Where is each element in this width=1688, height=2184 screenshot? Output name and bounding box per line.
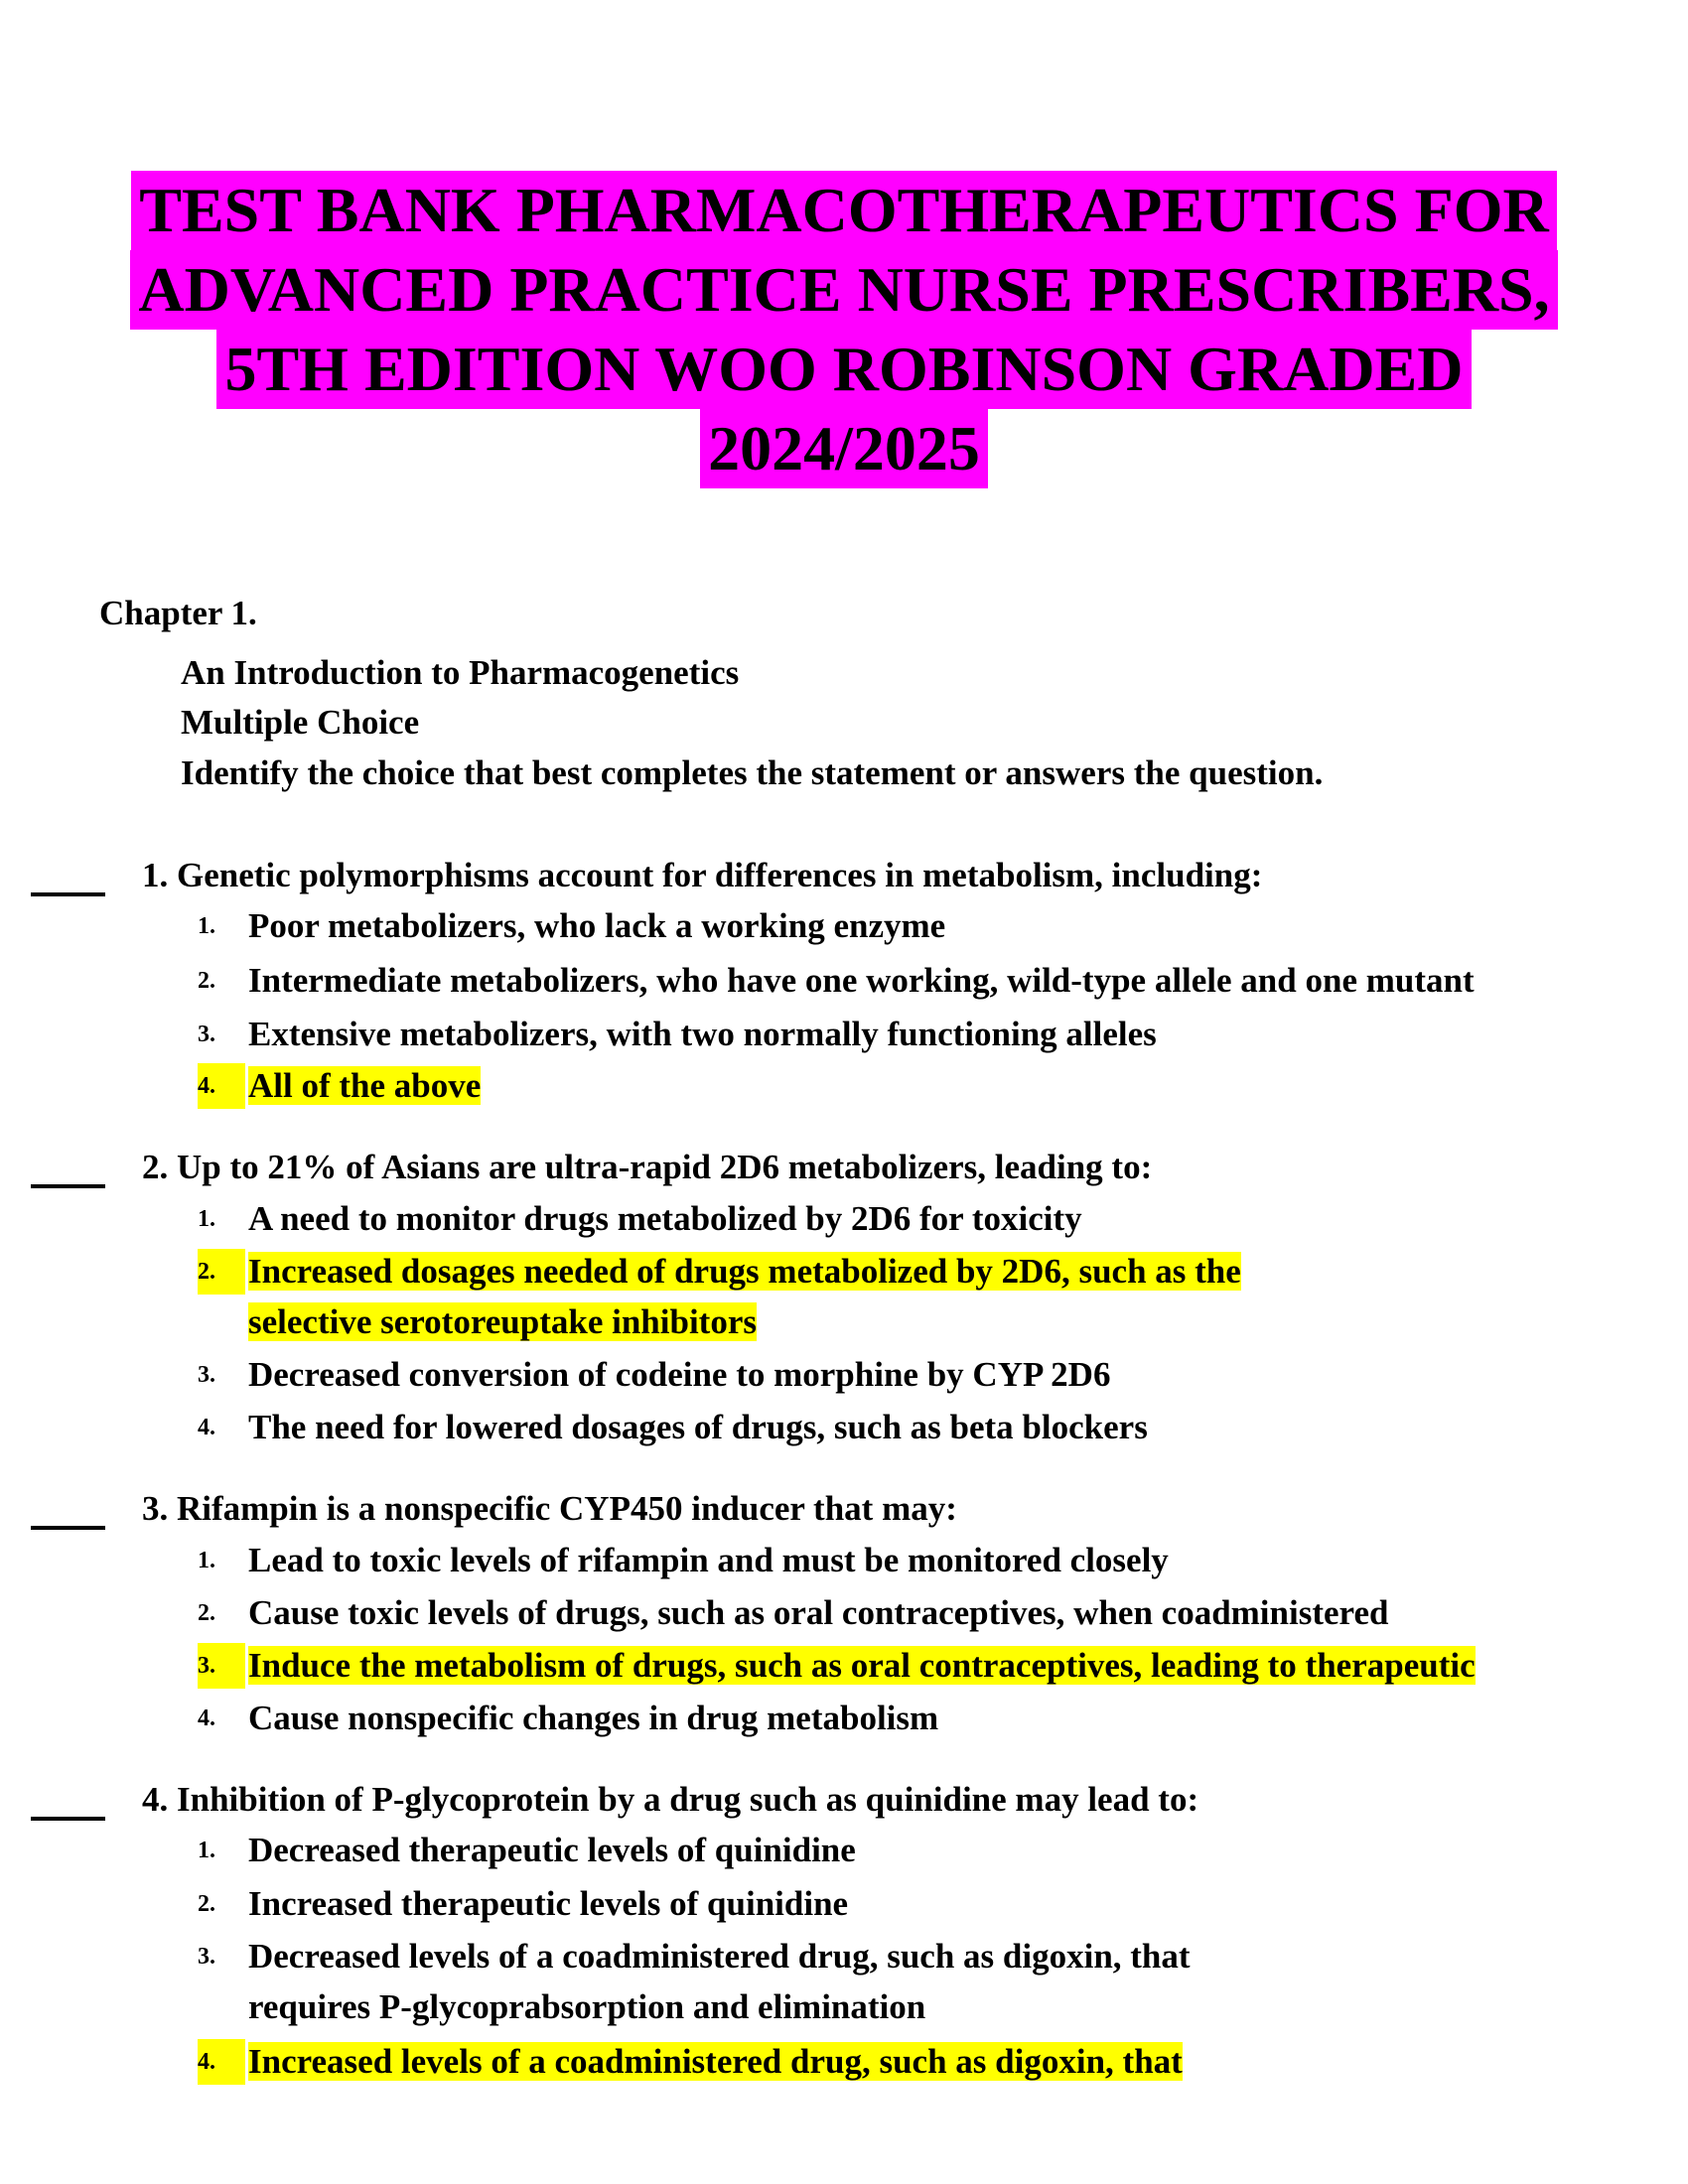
option-number: 3.: [198, 1022, 215, 1047]
option-text: Decreased levels of a coadministered drug, such as digoxin, that: [248, 1937, 1191, 1976]
answer-option: [248, 1590, 1388, 1636]
option-text: Cause toxic levels of drugs, such as oral contraceptives, when coadministered: [248, 1593, 1389, 1632]
title-line: ADVANCED PRACTICE NURSE PRESCRIBERS,: [130, 250, 1557, 330]
chapter-heading: Chapter 1.: [99, 594, 257, 632]
correct-answer-text: Increased levels of a coadministered drug, such as digoxin, that: [248, 2042, 1183, 2081]
answer-option: [248, 1643, 1476, 1689]
option-number: 4.: [198, 1706, 215, 1731]
option-text: Intermediate metabolizers, who have one working, wild-type allele and one mutant: [248, 961, 1475, 1000]
document-title: [0, 171, 1688, 488]
question-stem: 4. Inhibition of P-glycoprotein by a drug such as quinidine may lead to:: [142, 1780, 1199, 1819]
question-stem: 1. Genetic polymorphisms account for differences in metabolism, including:: [142, 856, 1263, 894]
answer-blank: [31, 1526, 105, 1530]
answer-blank: [31, 892, 105, 896]
option-number: 2.: [198, 1891, 215, 1917]
option-number: 1.: [198, 1838, 215, 1863]
question-stem: 2. Up to 21% of Asians are ultra-rapid 2D6 metabolizers, leading to:: [142, 1148, 1153, 1186]
option-number: 3.: [198, 1643, 245, 1689]
option-number: 3.: [198, 1362, 215, 1388]
answer-option: [248, 1696, 938, 1741]
option-text: Extensive metabolizers, with two normally functioning alleles: [248, 1015, 1157, 1053]
section-heading: Multiple Choice: [181, 703, 420, 742]
title-line: 2024/2025: [700, 409, 988, 488]
option-number: 2.: [198, 1600, 215, 1626]
option-text: Lead to toxic levels of rifampin and must be monitored closely: [248, 1541, 1169, 1579]
correct-answer-text: All of the above: [248, 1066, 482, 1105]
answer-option: [248, 1984, 925, 2030]
option-number: 1.: [198, 1548, 215, 1573]
option-number: 4.: [198, 2039, 245, 2085]
option-number: 2.: [198, 968, 215, 994]
option-text: Poor metabolizers, who lack a working enzyme: [248, 906, 946, 945]
option-number: 3.: [198, 1944, 215, 1970]
chapter-title: An Introduction to Pharmacogenetics: [181, 653, 740, 692]
option-text: Decreased therapeutic levels of quinidine: [248, 1831, 856, 1869]
title-line: 5TH EDITION WOO ROBINSON GRADED: [216, 330, 1471, 409]
option-text: A need to monitor drugs metabolized by 2D6 for toxicity: [248, 1199, 1082, 1238]
answer-option: [248, 958, 1475, 1004]
answer-option: [248, 1352, 1110, 1398]
answer-option: [248, 903, 945, 949]
instructions: Identify the choice that best completes the statement or answers the question.: [181, 753, 1324, 792]
answer-blank: [31, 1184, 105, 1188]
option-text: The need for lowered dosages of drugs, such as beta blockers: [248, 1408, 1148, 1446]
answer-option: [248, 1299, 757, 1345]
answer-option: [248, 1249, 1241, 1295]
answer-option: [248, 1012, 1157, 1057]
answer-option: [248, 1828, 856, 1873]
option-number: 1.: [198, 1206, 215, 1232]
correct-answer-text: Induce the metabolism of drugs, such as oral contraceptives, leading to therapeutic: [248, 1646, 1476, 1685]
answer-option: [248, 1934, 1191, 1979]
option-text: Cause nonspecific changes in drug metabolism: [248, 1699, 939, 1737]
option-number: 4.: [198, 1063, 245, 1109]
title-line: TEST BANK PHARMACOTHERAPEUTICS FOR: [131, 171, 1556, 250]
answer-option: [248, 2039, 1183, 2085]
answer-option: [248, 1881, 848, 1927]
option-text: Increased therapeutic levels of quinidine: [248, 1884, 849, 1923]
option-number: 4.: [198, 1415, 215, 1440]
answer-blank: [31, 1817, 105, 1821]
option-number: 1.: [198, 913, 215, 939]
question-stem: 3. Rifampin is a nonspecific CYP450 inducer that may:: [142, 1489, 957, 1528]
correct-answer-text: Increased dosages needed of drugs metabolized by 2D6, such as the: [248, 1252, 1241, 1291]
answer-option: [248, 1063, 481, 1109]
answer-option: [248, 1405, 1148, 1450]
correct-answer-text: selective serotoreuptake inhibitors: [248, 1302, 757, 1341]
answer-option: [248, 1196, 1082, 1242]
option-number: 2.: [198, 1249, 245, 1295]
option-text: requires P-glycoprabsorption and elimination: [248, 1987, 926, 2026]
option-text: Decreased conversion of codeine to morphine by CYP 2D6: [248, 1355, 1111, 1394]
answer-option: [248, 1538, 1169, 1583]
